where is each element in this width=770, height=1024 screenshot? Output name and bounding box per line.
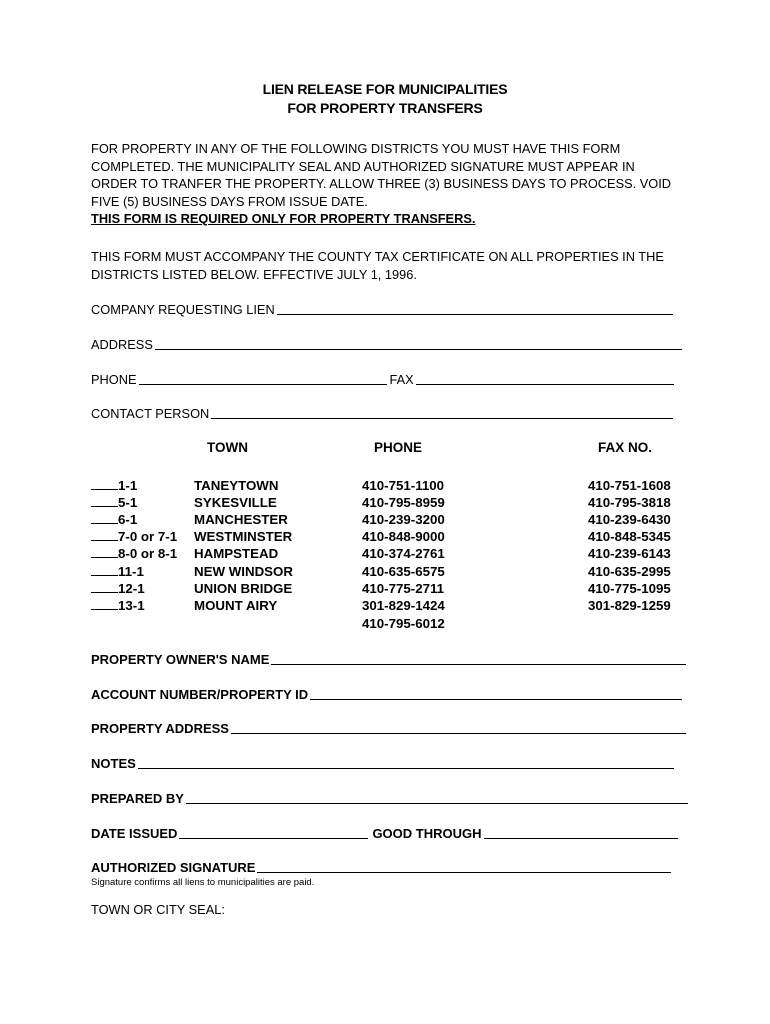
notes-label: NOTES [91,756,136,771]
town-phone: 410-848-9000 [362,529,445,544]
intro-line: FOR PROPERTY IN ANY OF THE FOLLOWING DISTRICTS YOU MUST HAVE THIS FORM [91,141,621,156]
signature-field [91,858,671,876]
district-code: 5-1 [118,495,138,510]
town-fax: 410-635-2995 [588,564,671,579]
district-checkbox-blank[interactable] [91,563,118,576]
prepared-by-label: PREPARED BY [91,791,184,806]
district-code: 12-1 [118,581,145,596]
town-name: SYKESVILLE [194,495,277,510]
extra-phone-row [91,615,691,632]
town-fax: 410-751-1608 [588,478,671,493]
date-issued-field [91,824,678,842]
signature-note: Signature confirms all liens to municipalities are paid. [91,877,315,888]
intro-line: ORDER TO TRANFER THE PROPERTY. ALLOW THREE (3) BUSINESS DAYS TO PROCESS. VOID [91,176,672,191]
district-code: 11-1 [118,564,144,579]
district-checkbox-blank[interactable] [91,545,118,558]
contact-person-input[interactable] [211,418,673,419]
signature-label: AUTHORIZED SIGNATURE [91,860,256,875]
address-input[interactable] [155,349,682,350]
town-fax: 410-795-3818 [588,495,671,510]
company-requesting-input[interactable] [277,314,673,315]
property-address-label: PROPERTY ADDRESS [91,721,229,736]
accompany-line: DISTRICTS LISTED BELOW. EFFECTIVE JULY 1, 1996. [91,266,417,282]
town-phone: 410-239-3200 [362,512,445,527]
owner-name-input[interactable] [271,664,686,665]
town-name: MANCHESTER [194,512,288,527]
town-name: MOUNT AIRY [194,598,278,613]
district-row [91,580,691,597]
accompany-line: THIS FORM MUST ACCOMPANY THE COUNTY TAX CERTIFICATE ON ALL PROPERTIES IN THE [91,249,664,264]
district-code: 1-1 [118,478,138,493]
town-name: WESTMINSTER [194,529,293,544]
good-through-label: GOOD THROUGH [372,826,482,841]
signature-input[interactable] [257,872,671,873]
notes-field [91,754,674,772]
district-checkbox-blank[interactable] [91,528,118,541]
district-row [91,494,691,511]
good-through-input[interactable] [484,838,678,839]
extra-phone: 410-795-6012 [362,616,445,631]
fax-label: FAX [389,372,414,387]
town-name: NEW WINDSOR [194,564,293,579]
intro-paragraph [91,140,691,228]
district-row [91,563,691,580]
prepared-by-input[interactable] [186,803,688,804]
district-checkbox-blank[interactable] [91,597,118,610]
owner-name-label: PROPERTY OWNER'S NAME [91,652,270,667]
phone-header: PHONE [374,440,423,455]
town-phone: 410-775-2711 [362,581,445,596]
district-row [91,477,691,494]
notes-input[interactable] [138,768,674,769]
account-number-field [91,685,682,703]
intro-line: COMPLETED. THE MUNICIPALITY SEAL AND AUTHORIZED SIGNATURE MUST APPEAR IN [91,158,635,174]
form-title-line1: LIEN RELEASE FOR MUNICIPALITIES [262,81,508,97]
town-fax: 410-775-1095 [588,581,671,596]
district-checkbox-blank[interactable] [91,477,118,490]
phone-input[interactable] [139,384,387,385]
form-title-line2: FOR PROPERTY TRANSFERS [287,100,483,116]
town-phone: 410-795-8959 [362,495,445,510]
town-header: TOWN [207,440,248,455]
fax-header: FAX NO. [598,440,653,455]
town-phone: 301-829-1424 [362,598,445,613]
seal-label: TOWN OR CITY SEAL: [91,902,225,917]
address-label: ADDRESS [91,337,153,352]
town-name: UNION BRIDGE [194,581,293,596]
phone-label: PHONE [91,372,137,387]
account-number-label: ACCOUNT NUMBER/PROPERTY ID [91,687,309,702]
district-row [91,511,691,528]
contact-person-label: CONTACT PERSON [91,406,210,421]
account-number-input[interactable] [310,699,682,700]
district-row [91,597,691,614]
town-fax: 301-829-1259 [588,598,671,613]
town-phone: 410-751-1100 [362,478,445,493]
town-name: HAMPSTEAD [194,546,279,561]
district-code: 7-0 or 7-1 [118,529,178,544]
contact-person-field [91,404,673,422]
district-code: 6-1 [118,512,138,527]
fax-input[interactable] [416,384,674,385]
address-field [91,335,682,353]
district-code: 8-0 or 8-1 [118,546,178,561]
town-name: TANEYTOWN [194,478,279,493]
required-note: THIS FORM IS REQUIRED ONLY FOR PROPERTY TRANSFERS. [91,211,476,226]
town-phone: 410-635-6575 [362,564,445,579]
intro-line: FIVE (5) BUSINESS DAYS FROM ISSUE DATE. [91,193,368,209]
district-row [91,545,691,562]
district-code: 13-1 [118,598,145,613]
property-address-input[interactable] [231,733,686,734]
prepared-by-field [91,789,688,807]
town-fax: 410-848-5345 [588,529,671,544]
owner-name-field [91,650,686,668]
property-address-field [91,719,686,737]
district-checkbox-blank[interactable] [91,580,118,593]
company-requesting-label: COMPANY REQUESTING LIEN [91,302,275,317]
company-requesting-field [91,300,673,318]
date-issued-input[interactable] [179,838,368,839]
town-fax: 410-239-6430 [588,512,671,527]
town-phone: 410-374-2761 [362,546,445,561]
town-fax: 410-239-6143 [588,546,671,561]
district-checkbox-blank[interactable] [91,494,118,507]
district-row [91,528,691,545]
date-issued-label: DATE ISSUED [91,826,178,841]
phone-fax-field [91,370,674,388]
district-checkbox-blank[interactable] [91,511,118,524]
accompany-paragraph [91,248,691,283]
